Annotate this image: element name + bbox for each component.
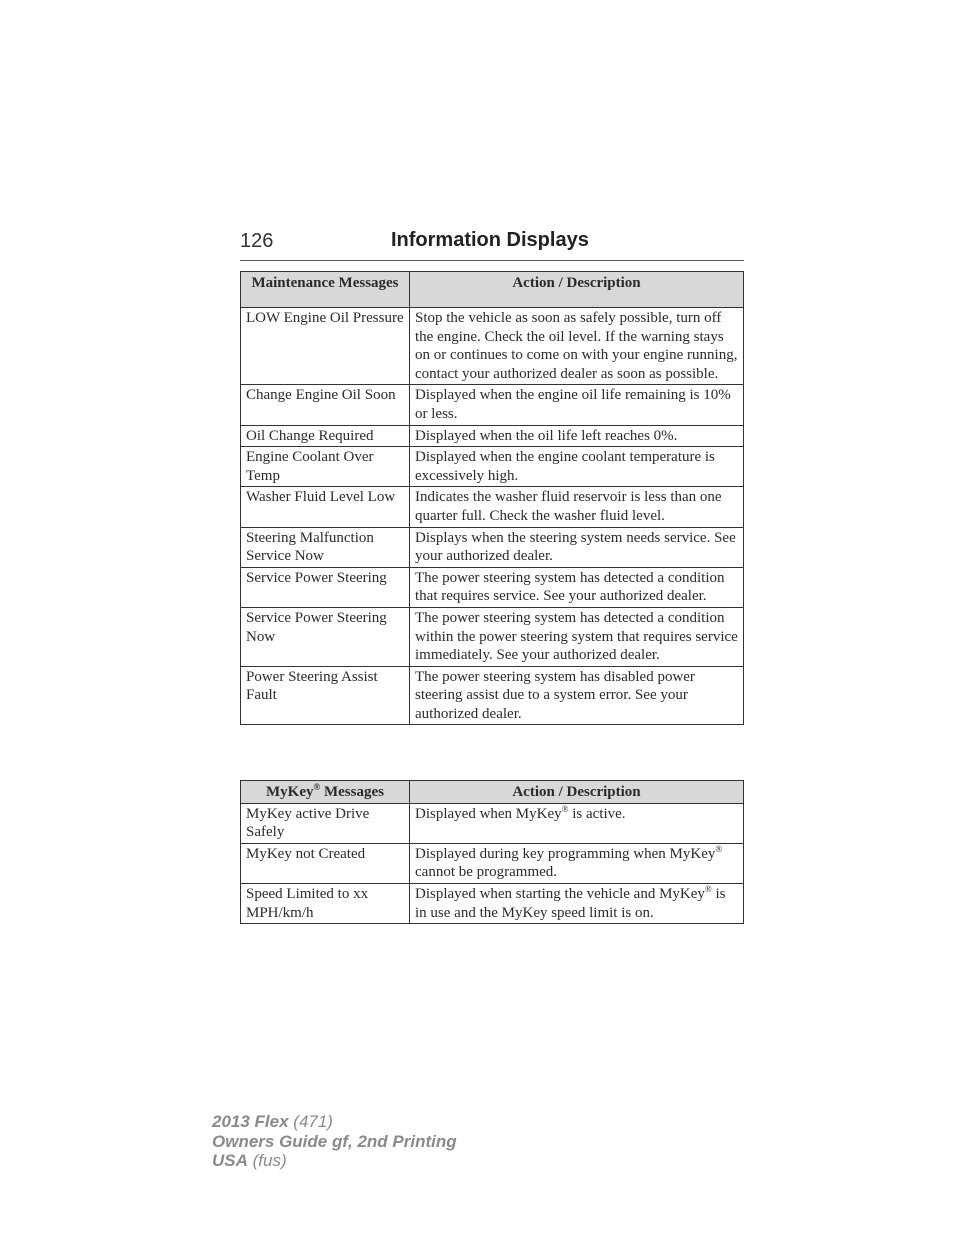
- footer-model-code: (471): [288, 1112, 333, 1131]
- footer-model: 2013 Flex: [212, 1112, 289, 1131]
- footer-market-code: (fus): [247, 1151, 287, 1170]
- table-header-row: [241, 272, 744, 308]
- registered-mark: ®: [561, 803, 569, 814]
- page-header: [240, 230, 744, 261]
- table-row: [241, 527, 744, 567]
- description-cell: Displayed when the oil life left reaches 0%.: [410, 425, 744, 447]
- table-row: [241, 803, 744, 843]
- table-row: [241, 567, 744, 607]
- registered-mark: ®: [704, 883, 712, 894]
- message-cell: MyKey not Created: [241, 843, 410, 883]
- message-cell: Service Power Steering Now: [241, 607, 410, 666]
- table-row: [241, 447, 744, 487]
- message-cell: Change Engine Oil Soon: [241, 385, 410, 425]
- footer-line-2: Owners Guide gf, 2nd Printing: [212, 1131, 457, 1151]
- column-header-mykey-messages: [241, 781, 410, 804]
- description-text: cannot be programmed.: [415, 864, 558, 881]
- table-row: [241, 425, 744, 447]
- description-text: Displayed when MyKey: [415, 805, 562, 822]
- description-cell: Displays when the steering system needs service. See your authorized dealer.: [410, 527, 744, 567]
- page-number: 126: [240, 230, 274, 252]
- message-cell: Service Power Steering: [241, 567, 410, 607]
- page-footer: [212, 1112, 457, 1171]
- description-text: Displayed when starting the vehicle and MyKey: [415, 885, 705, 902]
- footer-market: USA: [212, 1151, 248, 1170]
- table-header-row: [241, 781, 744, 804]
- description-cell: The power steering system has disabled power steering assist due to a system error. See your authorized dealer.: [410, 666, 744, 725]
- description-cell: [410, 843, 744, 883]
- mykey-messages-table: [240, 780, 744, 924]
- footer-line-1: [212, 1112, 457, 1132]
- table-row: [241, 666, 744, 725]
- message-cell: Washer Fluid Level Low: [241, 487, 410, 527]
- message-cell: LOW Engine Oil Pressure: [241, 308, 410, 385]
- table-row: [241, 385, 744, 425]
- message-cell: Engine Coolant Over Temp: [241, 447, 410, 487]
- message-cell: Steering Malfunction Service Now: [241, 527, 410, 567]
- message-cell: Speed Limited to xx MPH/km/h: [241, 883, 410, 923]
- description-cell: [410, 883, 744, 923]
- description-cell: The power steering system has detected a condition within the power steering system that requires service immediately. See your authorized dealer.: [410, 607, 744, 666]
- header-rest: Messages: [320, 784, 384, 800]
- maintenance-messages-table: [240, 271, 744, 725]
- message-cell: Oil Change Required: [241, 425, 410, 447]
- description-text: is in use and the MyKey speed limit is on.: [415, 885, 726, 921]
- table-row: [241, 487, 744, 527]
- table-row: [241, 607, 744, 666]
- description-cell: Displayed when the engine coolant temperature is excessively high.: [410, 447, 744, 487]
- section-title: Information Displays: [391, 229, 589, 251]
- footer-line-3: [212, 1151, 457, 1171]
- description-cell: Indicates the washer fluid reservoir is less than one quarter full. Check the washer fluid level.: [410, 487, 744, 527]
- column-header-action: Action / Description: [410, 272, 744, 308]
- table-row: [241, 883, 744, 923]
- description-cell: The power steering system has detected a condition that requires service. See your authorized dealer.: [410, 567, 744, 607]
- header-brand: MyKey: [266, 784, 314, 800]
- description-cell: [410, 803, 744, 843]
- table-row: [241, 843, 744, 883]
- message-cell: MyKey active Drive Safely: [241, 803, 410, 843]
- column-header-messages: Maintenance Messages: [241, 272, 410, 308]
- message-cell: Power Steering Assist Fault: [241, 666, 410, 725]
- description-cell: Displayed when the engine oil life remaining is 10% or less.: [410, 385, 744, 425]
- description-text: is active.: [568, 805, 626, 822]
- table-row: [241, 308, 744, 385]
- registered-mark: ®: [313, 782, 321, 792]
- description-text: Displayed during key programming when MyKey: [415, 845, 716, 862]
- description-cell: Stop the vehicle as soon as safely possible, turn off the engine. Check the oil level. If the warning stays on or continues to come on with your engine running, contact your authorized dealer as soon as possible.: [410, 308, 744, 385]
- registered-mark: ®: [715, 843, 723, 854]
- column-header-action: Action / Description: [410, 781, 744, 804]
